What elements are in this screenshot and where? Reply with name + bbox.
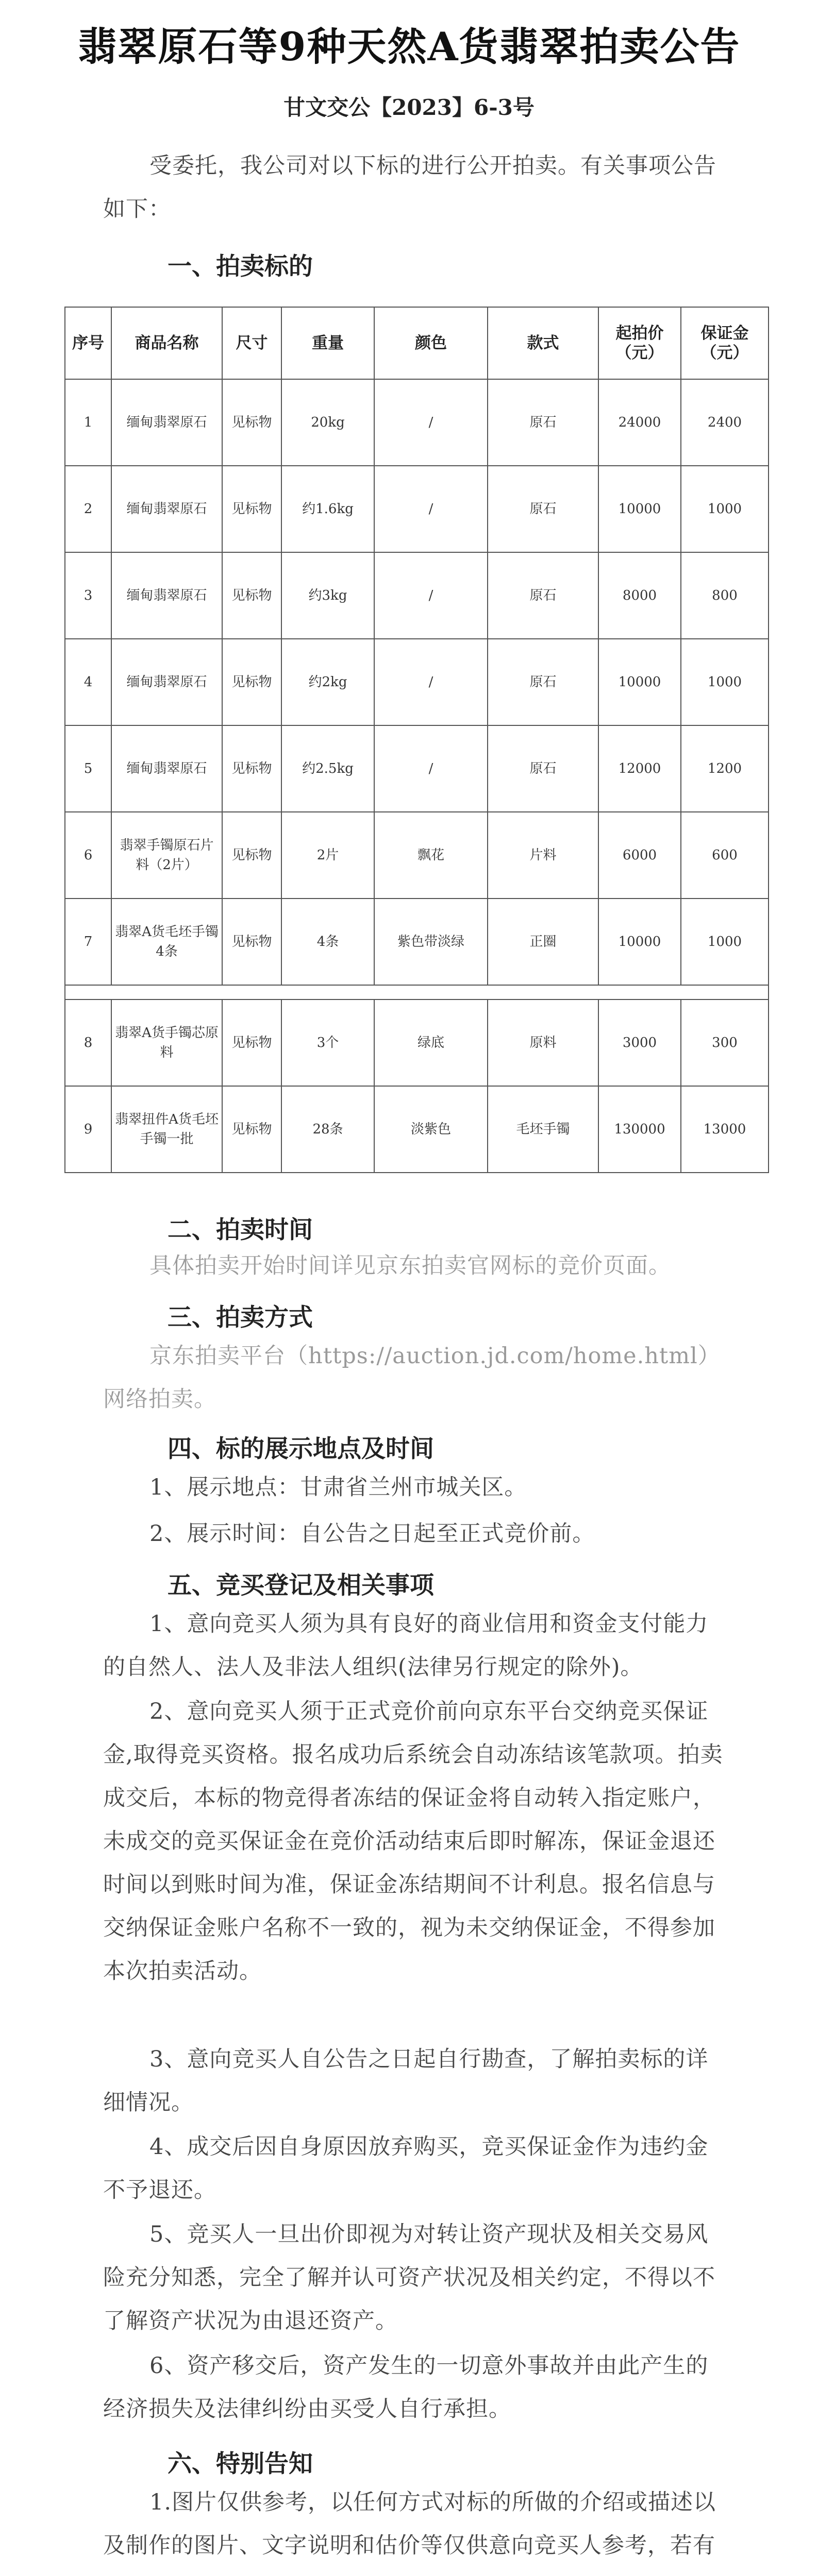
cell-style: 原石 xyxy=(488,552,598,639)
cell-style: 原石 xyxy=(488,725,598,812)
cell-color: 绿底 xyxy=(374,999,488,1086)
section-heading-5: 五、竞买登记及相关事项 xyxy=(168,1571,434,1600)
cell-weight: 20kg xyxy=(281,379,374,466)
cell-deposit: 1000 xyxy=(681,639,769,725)
cell-name: 翡翠A货毛坯手镯4条 xyxy=(111,899,222,985)
cell-size: 见标物 xyxy=(222,1086,281,1173)
cell-deposit: 1000 xyxy=(681,899,769,985)
cell-name: 缅甸翡翠原石 xyxy=(111,379,222,466)
cell-weight: 28条 xyxy=(281,1086,374,1173)
section-heading-4: 四、标的展示地点及时间 xyxy=(168,1435,434,1463)
cell-color: / xyxy=(374,552,488,639)
cell-start-price: 130000 xyxy=(598,1086,681,1173)
display-location: 1、展示地点：甘肃省兰州市城关区。 xyxy=(149,1475,527,1500)
cell-start-price: 24000 xyxy=(598,379,681,466)
cell-deposit: 2400 xyxy=(681,379,769,466)
table-row xyxy=(65,899,769,985)
document-number: 甘文交公【2023】6-3号 xyxy=(283,95,535,120)
cell-style: 原石 xyxy=(488,466,598,552)
table-gap xyxy=(65,985,769,999)
registration-item-6: 6、资产移交后，资产发生的一切意外事故并由此产生的经济损失及法律纠纷由买受人自行承担。 xyxy=(103,2353,709,2422)
registration-item-5: 5、竞买人一旦出价即视为对转让资产现状及相关交易风险充分知悉，完全了解并认可资产状况及相关约定，不得以不了解资产状况为由退还资产。 xyxy=(103,2222,715,2334)
intro-paragraph: 受委托，我公司对以下标的进行公开拍卖。有关事项公告如下： xyxy=(103,153,716,222)
cell-start-price: 3000 xyxy=(598,999,681,1086)
section-heading-1: 一、拍卖标的 xyxy=(168,252,313,281)
header-color: 颜色 xyxy=(374,307,488,379)
cell-no: 1 xyxy=(65,379,111,466)
cell-color: 淡紫色 xyxy=(374,1086,488,1173)
cell-color: / xyxy=(374,466,488,552)
cell-weight: 2片 xyxy=(281,812,374,899)
header-size: 尺寸 xyxy=(222,307,281,379)
cell-weight: 约2.5kg xyxy=(281,725,374,812)
auction-method-text: 京东拍卖平台（https://auction.jd.com/home.html）网络拍卖。 xyxy=(103,1343,721,1412)
cell-size: 见标物 xyxy=(222,999,281,1086)
cell-name: 缅甸翡翠原石 xyxy=(111,725,222,812)
registration-item-1: 1、意向竞买人须为具有良好的商业信用和资金支付能力的自然人、法人及非法人组织(法律另行规定的除外)。 xyxy=(103,1611,709,1680)
table-row xyxy=(65,552,769,639)
registration-item-2: 2、意向竞买人须于正式竞价前向京东平台交纳竞买保证金,取得竞买资格。报名成功后系统会自动冻结该笔款项。拍卖成交后，本标的物竞得者冻结的保证金将自动转入指定账户，未成交的竞买保证金在竞价活动结束后即时解冻，保证金退还时间以到账时间为准，保证金冻结期间不计利息。报名信息与交纳保证金账户名称不一致的，视为未交纳保证金，不得参加本次拍卖活动。 xyxy=(103,1699,723,1984)
table-row xyxy=(65,379,769,466)
cell-weight: 约1.6kg xyxy=(281,466,374,552)
table-header-row xyxy=(65,307,769,379)
cell-color: / xyxy=(374,725,488,812)
cell-no: 8 xyxy=(65,999,111,1086)
cell-color: 紫色带淡绿 xyxy=(374,899,488,985)
cell-deposit: 1200 xyxy=(681,725,769,812)
table-row xyxy=(65,999,769,1086)
cell-name: 缅甸翡翠原石 xyxy=(111,552,222,639)
section-heading-3: 三、拍卖方式 xyxy=(168,1303,313,1332)
header-start-price: 起拍价（元） xyxy=(598,307,681,379)
section-heading-2: 二、拍卖时间 xyxy=(168,1216,313,1244)
cell-size: 见标物 xyxy=(222,466,281,552)
cell-no: 3 xyxy=(65,552,111,639)
cell-no: 6 xyxy=(65,812,111,899)
header-name: 商品名称 xyxy=(111,307,222,379)
cell-style: 原石 xyxy=(488,379,598,466)
cell-size: 见标物 xyxy=(222,899,281,985)
cell-deposit: 300 xyxy=(681,999,769,1086)
table-row xyxy=(65,466,769,552)
cell-size: 见标物 xyxy=(222,725,281,812)
cell-name: 翡翠A货手镯芯原料 xyxy=(111,999,222,1086)
cell-no: 9 xyxy=(65,1086,111,1173)
header-deposit: 保证金（元） xyxy=(681,307,769,379)
header-weight: 重量 xyxy=(281,307,374,379)
cell-deposit: 600 xyxy=(681,812,769,899)
display-time: 2、展示时间：自公告之日起至正式竞价前。 xyxy=(149,1521,595,1547)
cell-color: / xyxy=(374,379,488,466)
cell-size: 见标物 xyxy=(222,379,281,466)
cell-style: 毛坯手镯 xyxy=(488,1086,598,1173)
table-row xyxy=(65,812,769,899)
cell-color: / xyxy=(374,639,488,725)
auction-time-text: 具体拍卖开始时间详见京东拍卖官网标的竞价页面。 xyxy=(149,1253,671,1279)
cell-no: 5 xyxy=(65,725,111,812)
cell-no: 4 xyxy=(65,639,111,725)
cell-size: 见标物 xyxy=(222,639,281,725)
table-row xyxy=(65,1086,769,1173)
cell-weight: 4条 xyxy=(281,899,374,985)
cell-start-price: 10000 xyxy=(598,639,681,725)
page-title: 翡翠原石等9种天然A货翡翠拍卖公告 xyxy=(77,24,741,70)
cell-no: 2 xyxy=(65,466,111,552)
cell-name: 缅甸翡翠原石 xyxy=(111,639,222,725)
cell-size: 见标物 xyxy=(222,552,281,639)
cell-weight: 约3kg xyxy=(281,552,374,639)
registration-item-4: 4、成交后因自身原因放弃购买，竞买保证金作为违约金不予退还。 xyxy=(103,2134,709,2203)
cell-deposit: 13000 xyxy=(681,1086,769,1173)
cell-no: 7 xyxy=(65,899,111,985)
cell-start-price: 10000 xyxy=(598,466,681,552)
section-heading-6: 六、特别告知 xyxy=(168,2450,313,2478)
cell-start-price: 10000 xyxy=(598,899,681,985)
lot-table xyxy=(64,307,769,1173)
cell-start-price: 12000 xyxy=(598,725,681,812)
cell-size: 见标物 xyxy=(222,812,281,899)
cell-deposit: 1000 xyxy=(681,466,769,552)
cell-color: 飘花 xyxy=(374,812,488,899)
cell-name: 翡翠扭件A货毛坯手镯一批 xyxy=(111,1086,222,1173)
cell-style: 片料 xyxy=(488,812,598,899)
cell-deposit: 800 xyxy=(681,552,769,639)
cell-name: 翡翠手镯原石片料（2片） xyxy=(111,812,222,899)
cell-style: 正圈 xyxy=(488,899,598,985)
header-style: 款式 xyxy=(488,307,598,379)
registration-item-3: 3、意向竞买人自公告之日起自行勘查，了解拍卖标的详细情况。 xyxy=(103,2046,709,2115)
header-no: 序号 xyxy=(65,307,111,379)
cell-style: 原料 xyxy=(488,999,598,1086)
cell-name: 缅甸翡翠原石 xyxy=(111,466,222,552)
cell-style: 原石 xyxy=(488,639,598,725)
table-row xyxy=(65,639,769,725)
notice-item-1: 1.图片仅供参考，以任何方式对标的所做的介绍或描述以及制作的图片、文字说明和估价等仅供意向竞买人参考，若有 xyxy=(103,2489,716,2558)
table-row xyxy=(65,725,769,812)
cell-start-price: 6000 xyxy=(598,812,681,899)
cell-weight: 3个 xyxy=(281,999,374,1086)
cell-weight: 约2kg xyxy=(281,639,374,725)
cell-start-price: 8000 xyxy=(598,552,681,639)
